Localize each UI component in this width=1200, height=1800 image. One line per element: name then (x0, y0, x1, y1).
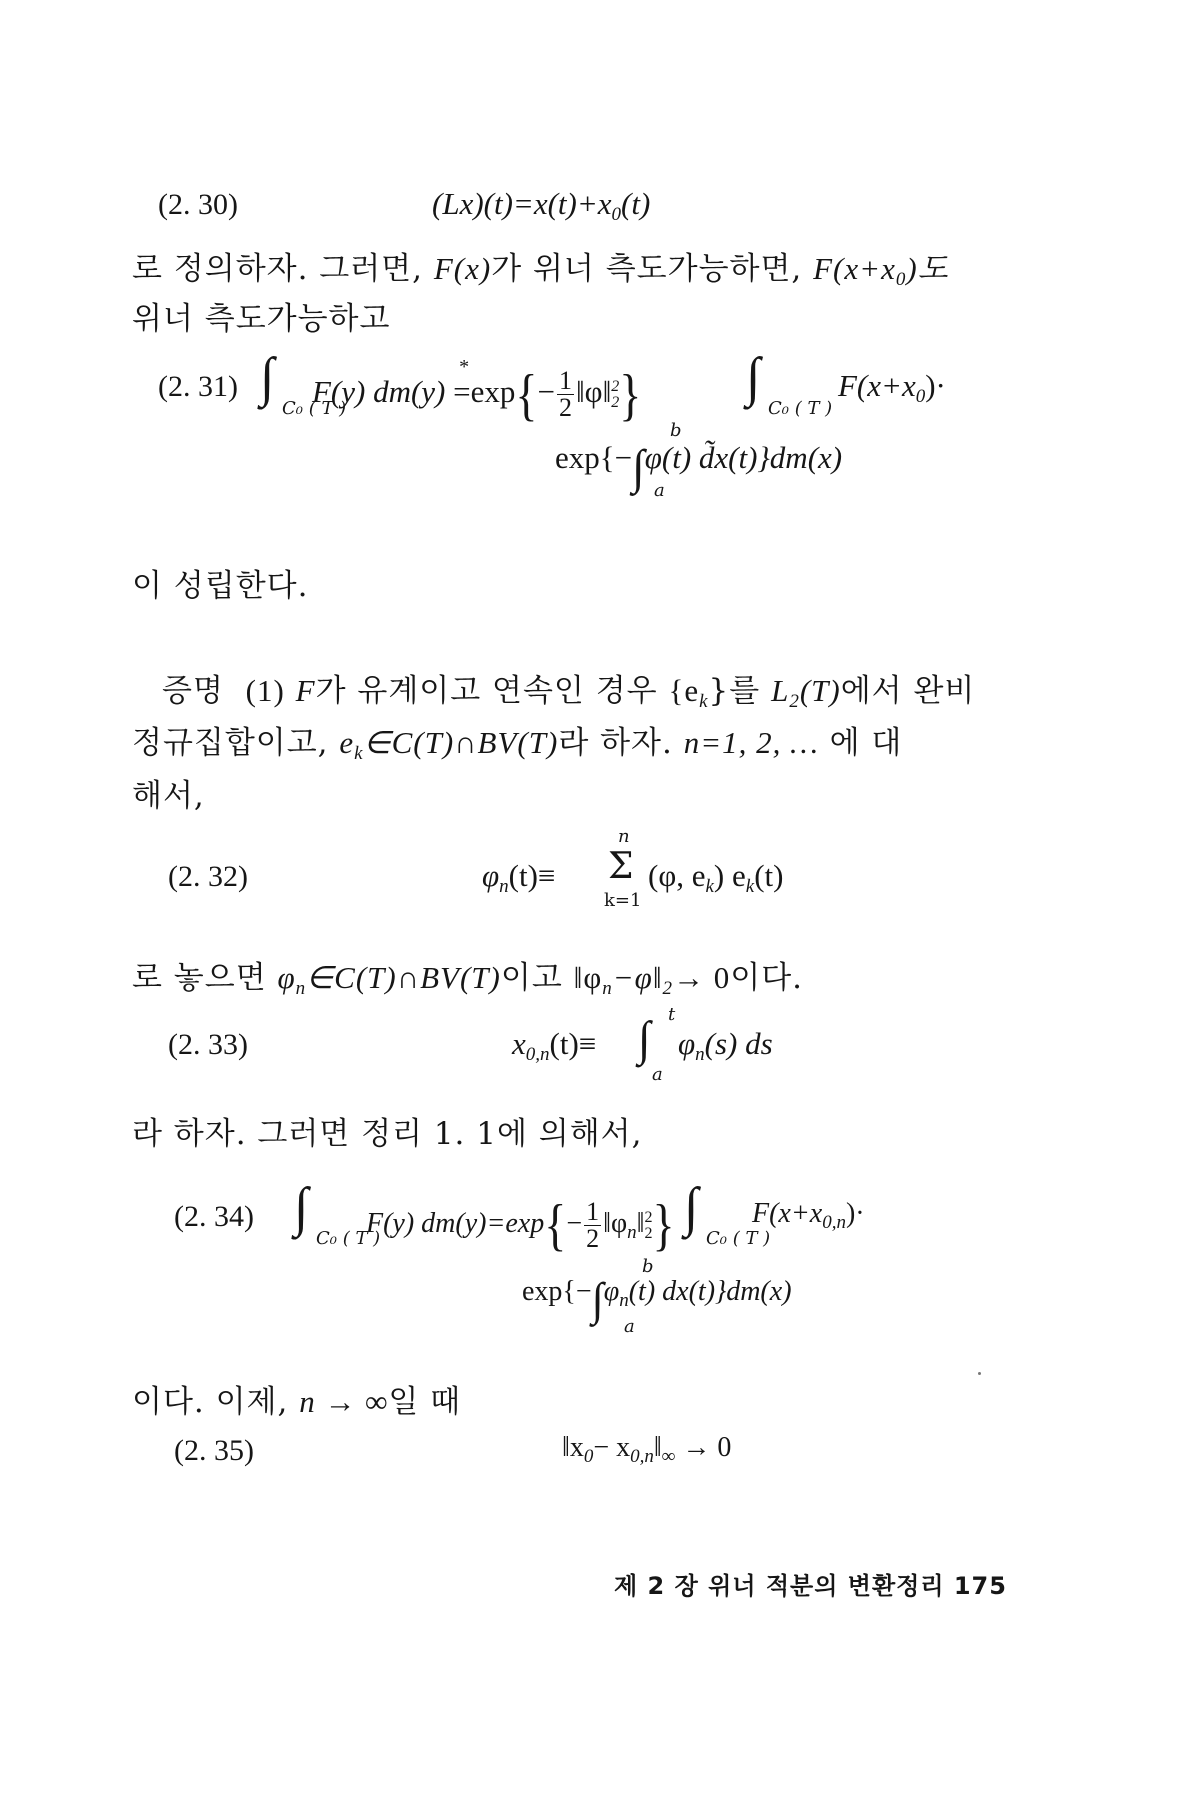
para3-norm-b-sub: 2 (662, 978, 674, 999)
eq-2-34-line2-int-lower: a (624, 1316, 635, 1337)
proof-heading: 증명 (162, 673, 224, 709)
proof-math-f: F (295, 673, 316, 708)
para1-math-fxx0-tail: )도 (906, 251, 949, 286)
eq-2-34-norm-sub: 2 (644, 1224, 653, 1242)
para3-set: ∈C(T)∩BV(T) (306, 960, 501, 995)
eq-2-30-rhs-sub: 0 (611, 204, 622, 225)
eq-2-31-int2-body-sub: 0 (915, 386, 926, 407)
eq-2-33-x: x (512, 1026, 526, 1061)
proof-line2-e-sub: k (354, 743, 364, 764)
proof-text-d: 가 유계이고 연속인 경우 (315, 673, 658, 709)
eq-2-31-relation (453, 356, 471, 409)
eq-2-34-fraction (584, 1199, 601, 1252)
eq-2-32-phi-sub: n (499, 876, 509, 897)
para1-math-fxx0-a: F(x+x (813, 251, 896, 286)
equation-number-2-34: (2. 34) (174, 1200, 254, 1233)
para5-text-a: 이다. 이제, (132, 1384, 289, 1420)
eq-2-35-d: → 0 (675, 1432, 732, 1463)
eq-2-31-line2-exp: exp{− (555, 440, 633, 475)
eq-2-34-line2-int-upper: b (642, 1256, 654, 1277)
proof-line2-math (339, 725, 559, 764)
para1-text-c: 가 위너 측도가능하면, (491, 251, 803, 287)
paragraph-1-line-2: 위너 측도가능하고 (132, 301, 391, 337)
eq-2-34-int2-body (752, 1198, 865, 1234)
eq-2-34-line2-tail: (t) dx(t)}dm(x) (628, 1276, 792, 1307)
proof-line2-n-range: n=1, 2, … (683, 725, 819, 760)
proof-text-i: 에서 완비 (840, 673, 976, 709)
proof-l2-sub: 2 (789, 691, 800, 712)
eq-2-35-c-sub: ∞ (661, 1446, 676, 1467)
proof-line2-text-f: 에 대 (829, 725, 903, 761)
eq-2-34-int2-body-sub: 0,n (822, 1212, 846, 1233)
eq-2-34-frac-num: 1 (586, 1197, 600, 1227)
eq-2-32-rhs (648, 858, 783, 898)
proof-line-1 (162, 665, 975, 713)
eq-2-31-line2-int-lower: a (654, 480, 665, 501)
equation-2-35 (562, 1432, 731, 1468)
para1-math-fx: F(x) (433, 251, 492, 286)
para3-norm (573, 960, 731, 999)
para3-text-d: 이고 (500, 960, 563, 996)
eq-2-31-integral-2: ∫ (746, 347, 761, 408)
proof-line2-text-d: 라 하자. (558, 725, 673, 761)
eq-2-31-int2-tail: )· (925, 368, 946, 403)
eq-2-35-a: ‖x (562, 1432, 584, 1463)
paragraph-3 (132, 952, 803, 1000)
eq-2-34-integral-1: ∫ (294, 1177, 309, 1238)
eq-2-34-integral-2: ∫ (684, 1177, 699, 1238)
eq-2-34-body: F(y) dm(y)=exp{− $\frac{1}{2}$ $‖\varphi_n‖$ 2 2 } (366, 1192, 675, 1257)
eq-2-31-fraction (557, 368, 574, 421)
eq-2-34-line-2: $\exp\{-\int\varphi_n(t)$ dx(t)}dm(x) (522, 1273, 792, 1326)
eq-2-34-int1-domain: C₀ ( T ) (316, 1228, 381, 1249)
paragraph-2: 이 성립한다. (132, 568, 309, 604)
eq-2-31-int2-body-a: F(x+x (838, 368, 916, 403)
eq-2-30-lhs: (Lx)(t) (432, 186, 513, 221)
eq-2-31-line2-int-upper: b (670, 420, 682, 441)
eq-2-32-sigma: Σ (608, 846, 634, 887)
eq-2-33-x-sub: 0,n (525, 1044, 550, 1065)
eq-2-34-norm: ‖φ (603, 1208, 628, 1239)
para1-math-fxx0 (813, 251, 949, 290)
eq-2-33-lhs-tail: (t)≡ (549, 1026, 597, 1061)
eq-2-34-norm-sub-n: n (627, 1222, 637, 1243)
para3-text-a: 로 놓으면 (132, 960, 267, 996)
eq-2-35-b: − x (593, 1432, 631, 1463)
equation-number-2-30: (2. 30) (158, 188, 238, 221)
eq-2-35-c: ‖ (653, 1432, 662, 1463)
eq-2-34-int1-body: F(y) dm(y)=exp (366, 1208, 545, 1239)
proof-line2-set: ∈C(T)∩BV(T) (363, 725, 559, 760)
equation-2-30 (432, 186, 650, 226)
eq-2-31-frac-den: 2 (558, 393, 572, 423)
paragraph-5 (132, 1376, 461, 1421)
proof-l2-a: L (771, 673, 790, 708)
eq-2-31-norm-scripts (611, 379, 619, 411)
proof-ek-a: {e (668, 673, 700, 708)
eq-2-31-int1-domain: C₀ ( T ) (282, 398, 347, 419)
para1-text-a: 로 정의하자. 그러면, (132, 251, 423, 287)
eq-2-33-integral: ∫ (638, 1011, 651, 1066)
eq-2-33-int-lower: a (652, 1064, 663, 1085)
eq-2-31-norm-sup: 2 (611, 377, 620, 395)
eq-2-34-norm-scripts (645, 1210, 653, 1242)
eq-2-32-rhs-sub2: k (745, 876, 755, 897)
eq-2-32-rhs-sub: k (705, 876, 714, 897)
para3-phi-sub: n (295, 978, 307, 999)
eq-2-33-int-upper: t (668, 1004, 676, 1025)
para3-text-h: 이다. (730, 960, 804, 996)
eq-2-34-line2-phi: φ (603, 1276, 620, 1307)
eq-2-32-rhs-a: (φ, e (648, 858, 706, 893)
eq-2-31-int1-body: F(y) dm(y) (312, 374, 446, 409)
equation-number-2-35: (2. 35) (174, 1434, 254, 1467)
eq-2-34-frac-den: 2 (586, 1224, 600, 1254)
para3-arrow: → 0 (673, 960, 731, 995)
eq-2-31-norm: ‖φ‖ (575, 374, 612, 409)
eq-2-32-rhs-mid: ) e (713, 858, 746, 893)
eq-2-34-line2-phi-sub: n (619, 1290, 629, 1311)
equation-number-2-31: (2. 31) (158, 370, 238, 403)
proof-line-3: 해서, (132, 778, 205, 814)
eq-2-34-norm-close: ‖ (636, 1208, 645, 1239)
paragraph-4: 라 하자. 그러면 정리 1. 1에 의해서, (132, 1116, 643, 1152)
eq-2-32-lhs-tail: (t)≡ (508, 858, 556, 893)
eq-2-31-body: F(y) dm(y) = * exp{− $\frac{1}{2}$ ‖φ‖ 2 2 } (312, 356, 642, 427)
eq-2-33-rhs (678, 1026, 773, 1066)
para3-math (277, 960, 501, 999)
eq-2-33-lhs (512, 1026, 596, 1066)
equation-number-2-32: (2. 32) (168, 860, 248, 893)
eq-2-31-frac-num: 1 (558, 366, 572, 396)
eq-2-32-phi: φ (482, 858, 500, 893)
eq-2-31-line-2: exp{−∫φ(t) d̃x(t)}dm(x) (555, 439, 843, 494)
scan-speck (978, 1372, 981, 1375)
eq-2-31-int2-body (838, 368, 946, 408)
eq-2-34-line2-exp: exp{− (522, 1276, 592, 1307)
equation-number-2-33: (2. 33) (168, 1028, 248, 1061)
eq-2-30-rhs-tail: (t) (621, 186, 651, 221)
para3-norm-a: ‖φ (573, 960, 603, 995)
eq-2-35-b-sub: 0,n (630, 1446, 654, 1467)
para3-phi: φ (277, 960, 296, 995)
eq-2-33-phi: φ (678, 1026, 696, 1061)
eq-2-31-line2-body: φ(t) d̃x(t)}dm(x) (644, 440, 843, 475)
eq-2-31-minus: − (537, 374, 555, 409)
eq-2-30-rhs: =x(t)+x (512, 186, 612, 221)
eq-2-31-norm-sub: 2 (611, 393, 620, 411)
proof-ek-sub: k (699, 691, 709, 712)
eq-2-32-lhs (482, 858, 555, 898)
eq-2-34-norm-sup: 2 (644, 1208, 653, 1226)
eq-2-31-rel-star: * (459, 356, 470, 378)
eq-2-31-rel: = (453, 374, 471, 409)
proof-line-2 (132, 717, 902, 765)
para1-math-fxx0-sub: 0 (895, 269, 907, 290)
proof-math-l2 (771, 673, 841, 712)
proof-line2-text-a: 정규집합이고, (132, 725, 329, 761)
eq-2-32-sum-lower: k=1 (604, 890, 642, 911)
eq-2-31-int2-domain: C₀ ( T ) (768, 398, 833, 419)
proof-case-number: (1) (245, 673, 285, 708)
proof-math-ek (668, 673, 709, 712)
eq-2-35-a-sub: 0 (583, 1446, 594, 1467)
eq-2-31-integral-1: ∫ (260, 347, 275, 408)
eq-2-34-int2-tail: )· (845, 1198, 865, 1229)
proof-l2-t: (T) (799, 673, 841, 708)
para5-math: n → ∞ (299, 1384, 389, 1419)
proof-line2-e: e (339, 725, 355, 760)
eq-2-32-rhs-tail: (t) (754, 858, 784, 893)
para5-text-c: 일 때 (388, 1384, 462, 1420)
page-footer: 제 2 장 위너 적분의 변환정리 175 (614, 1572, 1007, 1600)
para3-norm-a-sub: n (602, 978, 613, 999)
eq-2-34-int2-body-a: F(x+x (752, 1198, 823, 1229)
eq-2-33-rhs-tail: (s) ds (704, 1026, 773, 1061)
proof-text-f: }를 (708, 673, 761, 709)
eq-2-32-sum-upper: n (618, 826, 630, 847)
eq-2-34-minus: − (566, 1208, 583, 1239)
eq-2-33-phi-sub: n (695, 1044, 705, 1065)
eq-2-34-int2-domain: C₀ ( T ) (706, 1228, 771, 1249)
paragraph-1-line-1 (132, 243, 949, 291)
eq-2-31-exp: exp (470, 374, 516, 409)
para3-norm-b: −φ‖ (612, 960, 663, 995)
